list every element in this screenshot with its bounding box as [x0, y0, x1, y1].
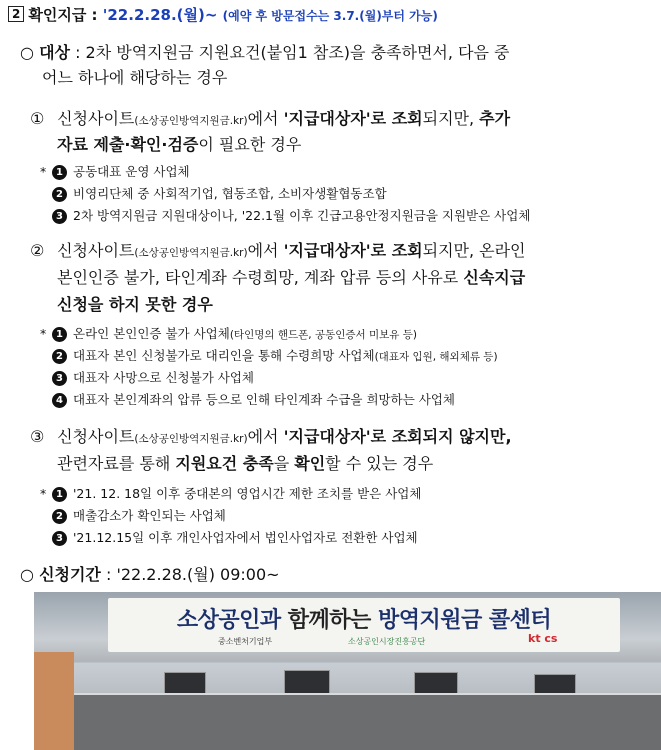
- item1-sub-number: 2: [52, 187, 67, 202]
- period-label: 신청기간: [39, 565, 101, 584]
- item3-text-l2d: 확인: [294, 454, 326, 473]
- item3-text-b: 에서: [247, 427, 284, 446]
- item3-sub-text: '21. 12. 18일 이후 중대본의 영업시간 제한 조치를 받은 사업체: [73, 486, 422, 501]
- item2-text-l2: 본인인증 불가, 타인계좌 수령희망, 계좌 압류 등의 사유로: [57, 268, 464, 287]
- item2-sub-text: 온라인 본인인증 불가 사업체: [73, 326, 230, 341]
- item1-line-2: [57, 132, 301, 155]
- banner-title: [108, 603, 620, 634]
- item2-sub-4: [52, 390, 455, 408]
- section-title: 확인지급 :: [28, 6, 98, 24]
- item2-sub-detail: (타인명의 핸드폰, 공동인증서 미보유 등): [229, 329, 417, 341]
- item3-sub-number: 1: [52, 487, 67, 502]
- item1-text-c: '지급대상자'로 조회: [283, 109, 423, 128]
- item1-line-1: [30, 106, 510, 129]
- item3-text-l2a: 관련자료를 통해: [57, 454, 176, 473]
- target-bullet: ○: [20, 43, 34, 62]
- item2-sub-text: 대표자 본인계좌의 압류 등으로 인해 타인계좌 수급을 희망하는 사업체: [73, 392, 455, 407]
- item3-line-1: [30, 424, 512, 447]
- item3-text-l2c: 을: [273, 454, 295, 473]
- target-line-2: 어느 하나에 해당하는 경우: [42, 68, 228, 87]
- item1-text-l2a: 자료 제출·확인·검증: [57, 135, 199, 154]
- section-note: (예약 후 방문접수는 3.7.(월)부터 가능): [222, 9, 438, 23]
- item3-text-a: 신청사이트: [57, 427, 135, 446]
- item1-sub-number: 1: [52, 165, 67, 180]
- period-text: : '22.2.28.(월) 09:00~: [100, 565, 280, 584]
- call-center-banner: [108, 598, 620, 652]
- item2-line-1: [30, 238, 526, 261]
- item2-text-l2b: 신속지급: [463, 268, 526, 287]
- item2-site: (소상공인방역지원금.kr): [134, 247, 248, 259]
- item2-sub-number: 4: [52, 393, 67, 408]
- item1-sub-text: 공동대표 운영 사업체: [73, 164, 190, 179]
- item3-sub-1: [40, 484, 421, 502]
- item2-sub-text: 대표자 본인 신청불가로 대리인을 통해 수령희망 사업체: [73, 348, 375, 363]
- item3-sub-number: 2: [52, 509, 67, 524]
- banner-text-a: 소상공인과: [176, 608, 281, 633]
- item3-text-l2e: 할 수 있는 경우: [325, 454, 434, 473]
- item3-number: ③: [30, 427, 45, 446]
- item1-text-d: 되지만,: [422, 109, 480, 128]
- side-shelf: [34, 652, 74, 750]
- banner-text-c: 방역지원금 콜센터: [377, 608, 552, 633]
- item3-text-c: '지급대상자'로 조회되지 않지만,: [283, 427, 512, 446]
- item2-sub-number: 1: [52, 327, 67, 342]
- logo-mss: 중소벤처기업부: [218, 637, 273, 646]
- item2-number: ②: [30, 241, 45, 260]
- item3-text-l2b: 지원요건 충족: [175, 454, 274, 473]
- item1-sub-2: [52, 184, 387, 202]
- item2-sub-number: 3: [52, 371, 67, 386]
- item1-text-l2b: 이 필요한 경우: [198, 135, 302, 154]
- item2-line-3: 신청을 하지 못한 경우: [57, 295, 213, 314]
- item1-text-e: 추가: [479, 109, 511, 128]
- item2-sub-text: 대표자 사망으로 신청불가 사업체: [73, 370, 254, 385]
- target-text-1: : 2차 방역지원금 지원요건(붙임1 참조)을 충족하면서, 다음 중: [69, 43, 510, 62]
- item1-sub-text: 비영리단체 중 사회적기업, 협동조합, 소비자생활협동조합: [73, 186, 387, 201]
- section-number: 2: [8, 6, 24, 22]
- period-line: [20, 562, 280, 585]
- item2-text-a: 신청사이트: [57, 241, 135, 260]
- item2-text-c: '지급대상자'로 조회: [283, 241, 423, 260]
- banner-text-b: 함께하는: [280, 608, 378, 633]
- desk-row: [34, 693, 661, 750]
- logo-ktcs: kt cs: [528, 632, 558, 645]
- section-header: [8, 4, 438, 25]
- item3-site: (소상공인방역지원금.kr): [134, 433, 248, 445]
- item2-text-b: 에서: [247, 241, 284, 260]
- item2-sub-number: 2: [52, 349, 67, 364]
- section-date: '22.2.28.(월)~: [102, 6, 218, 24]
- item1-site: (소상공인방역지원금.kr): [134, 115, 248, 127]
- item3-sub-text: 매출감소가 확인되는 사업체: [73, 508, 226, 523]
- item1-star: *: [40, 164, 47, 179]
- item2-sub-2: [52, 346, 498, 364]
- item3-sub-3: [52, 528, 418, 546]
- item1-text-b: 에서: [247, 109, 284, 128]
- item3-star: *: [40, 486, 47, 501]
- target-line-1: [20, 40, 509, 63]
- item3-sub-2: [52, 506, 226, 524]
- period-bullet: ○: [20, 565, 34, 584]
- item3-sub-text: '21.12.15일 이후 개인사업자에서 법인사업자로 전환한 사업체: [73, 530, 418, 545]
- item2-sub-3: [52, 368, 254, 386]
- item1-sub-text: 2차 방역지원금 지원대상이나, '22.1월 이후 긴급고용안정지원금을 지원받은 사업체: [73, 208, 531, 223]
- item2-star: *: [40, 326, 47, 341]
- target-label: 대상: [39, 43, 70, 62]
- item2-text-d: 되지만, 온라인: [422, 241, 526, 260]
- call-center-photo: [34, 592, 661, 750]
- item3-line-2: [57, 451, 433, 474]
- item3-sub-number: 3: [52, 531, 67, 546]
- item2-line-2: [57, 265, 525, 288]
- item1-number: ①: [30, 109, 45, 128]
- item1-sub-number: 3: [52, 209, 67, 224]
- item1-text-a: 신청사이트: [57, 109, 135, 128]
- item2-sub-detail: (대표자 입원, 해외체류 등): [374, 351, 498, 363]
- item2-sub-1: [40, 324, 417, 342]
- item1-sub-1: [40, 162, 190, 180]
- logo-semas: 소상공인시장진흥공단: [348, 637, 426, 646]
- item1-sub-3: [52, 206, 530, 224]
